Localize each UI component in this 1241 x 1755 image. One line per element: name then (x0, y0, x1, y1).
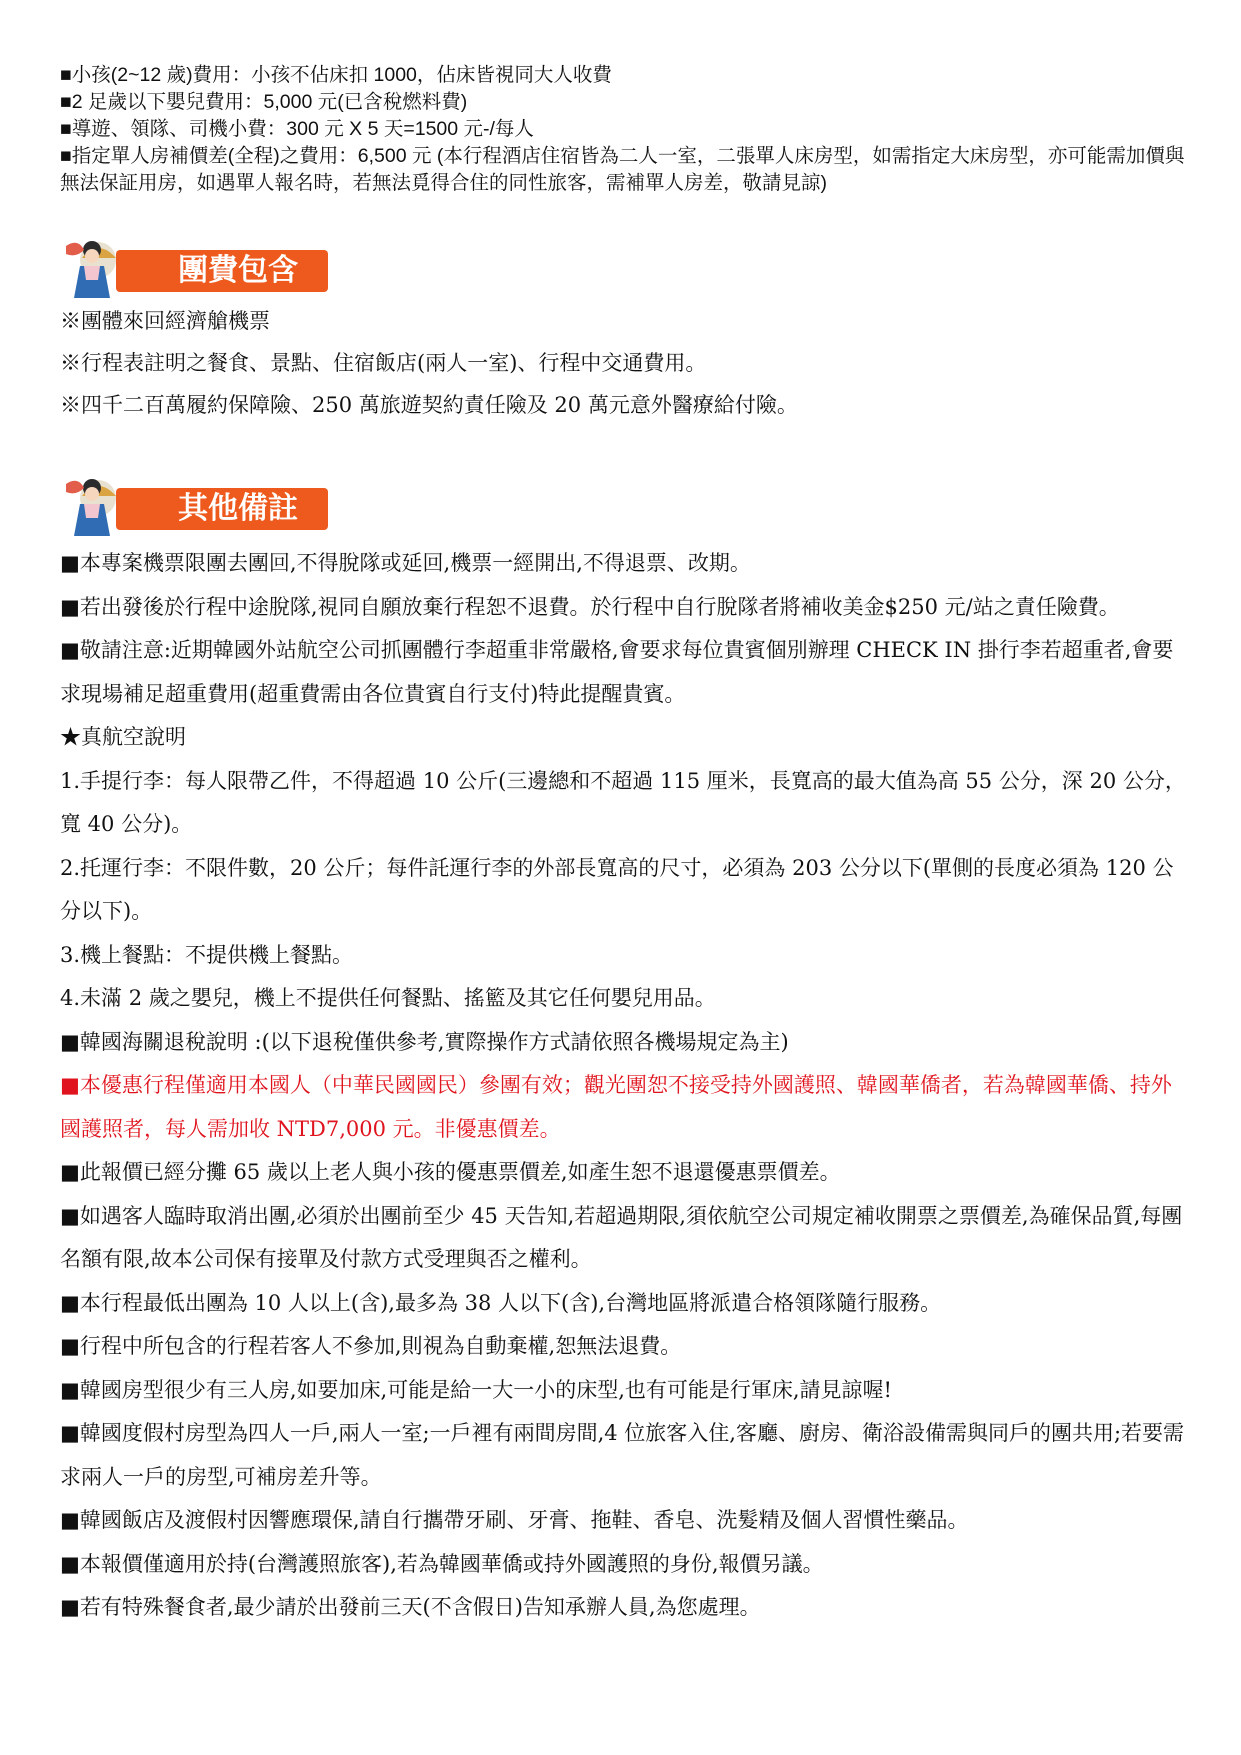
note-item: ■敬請注意:近期韓國外站航空公司抓團體行李超重非常嚴格,會要求每位貴賓個別辦理 CHECK IN 掛行李若超重者,會要求現場補足超重費用(超重費需由各位貴賓自行支付)特此提醒貴賓。 (60, 638, 1174, 706)
included-item: ※四千二百萬履約保障險、250 萬旅遊契約責任險及 20 萬元意外醫療給付險。 (60, 393, 798, 417)
fee-item: ■指定單人房補價差(全程)之費用：6,500 元 (本行程酒店住宿皆為二人一室，二張單人床房型，如需指定大床房型，亦可能需加價與無法保証用房，如遇單人報名時，若無法覓得合住的同性旅客，需補單人房差，敬請見諒) (60, 145, 1185, 194)
note-item: ■本報價僅適用於持(台灣護照旅客),若為韓國華僑或持外國護照的身份,報價另議。 (60, 1551, 824, 1576)
notes-list (60, 542, 1190, 1630)
note-item: ★真航空說明 (60, 725, 186, 749)
included-list (60, 302, 1190, 428)
hanbok-lady-icon (58, 474, 124, 538)
note-item: ■此報價已經分攤 65 歲以上老人與小孩的優惠票價差,如產生恕不退還優惠票價差。 (60, 1160, 841, 1184)
note-item: ■若出發後於行程中途脫隊,視同自願放棄行程恕不退費。於行程中自行脫隊者將補收美金$250 元/站之責任險費。 (60, 594, 1120, 619)
note-item-warning: ■本優惠行程僅適用本國人（中華民國國民）參團有效；觀光團恕不接受持外國護照、韓國華僑者，若為韓國華僑、持外國護照者，每人需加收 NTD7,000 元。非優惠價差。 (60, 1073, 1172, 1141)
fee-item: ■小孩(2~12 歲)費用：小孩不佔床扣 1000，佔床皆視同大人收費 (60, 64, 612, 86)
fee-list (60, 62, 1190, 197)
note-item: ■韓國度假村房型為四人一戶,兩人一室;一戶裡有兩間房間,4 位旅客入住,客廳、廚房、衛浴設備需與同戶的團共用;若要需求兩人一戶的房型,可補房差升等。 (60, 1421, 1185, 1489)
note-item: 1.手提行李：每人限帶乙件，不得超過 10 公斤(三邊總和不超過 115 厘米，長寬高的最大值為高 55 公分，深 20 公分，寬 40 公分)。 (60, 768, 1186, 836)
fee-item: ■導遊、領隊、司機小費：300 元 X 5 天=1500 元-/每人 (60, 118, 534, 140)
note-item: ■行程中所包含的行程若客人不參加,則視為自動棄權,恕無法退費。 (60, 1334, 682, 1358)
note-item: ■本專案機票限團去團回,不得脫隊或延回,機票一經開出,不得退票、改期。 (60, 551, 751, 575)
note-item: ■本行程最低出團為 10 人以上(含),最多為 38 人以下(含),台灣地區將派遣合格領隊隨行服務。 (60, 1290, 942, 1315)
fee-item: ■2 足歲以下嬰兒費用：5,000 元(已含稅燃料費) (60, 91, 468, 113)
hanbok-lady-icon (58, 236, 124, 300)
note-item: ■韓國飯店及渡假村因響應環保,請自行攜帶牙刷、牙膏、拖鞋、香皂、洗髮精及個人習慣性藥品。 (60, 1508, 969, 1532)
note-item: ■韓國海關退稅說明 :(以下退稅僅供參考,實際操作方式請依照各機場規定為主) (60, 1029, 789, 1054)
note-item: 3.機上餐點：不提供機上餐點。 (60, 942, 354, 967)
note-item: 2.托運行李：不限件數，20 公斤；每件託運行李的外部長寬高的尺寸，必須為 203 公分以下(單側的長度必須為 120 公分以下)。 (60, 855, 1174, 923)
note-item: ■如遇客人臨時取消出團,必須於出團前至少 45 天告知,若超過期限,須依航空公司規定補收開票之票價差,為確保品質,每團名額有限,故本公司保有接單及付款方式受理與否之權利。 (60, 1203, 1183, 1271)
section-title: 其他備註 (116, 488, 328, 530)
included-item: ※團體來回經濟艙機票 (60, 309, 270, 333)
section-header-included (58, 236, 298, 300)
included-item: ※行程表註明之餐食、景點、住宿飯店(兩人一室)、行程中交通費用。 (60, 351, 707, 375)
note-item: ■韓國房型很少有三人房,如要加床,可能是給一大一小的床型,也有可能是行軍床,請見諒喔! (60, 1377, 892, 1402)
section-title: 團費包含 (116, 250, 328, 292)
note-item: 4.未滿 2 歲之嬰兒，機上不提供任何餐點、搖籃及其它任何嬰兒用品。 (60, 986, 716, 1010)
section-header-notes (58, 474, 298, 538)
note-item: ■若有特殊餐食者,最少請於出發前三天(不含假日)告知承辦人員,為您處理。 (60, 1595, 761, 1619)
